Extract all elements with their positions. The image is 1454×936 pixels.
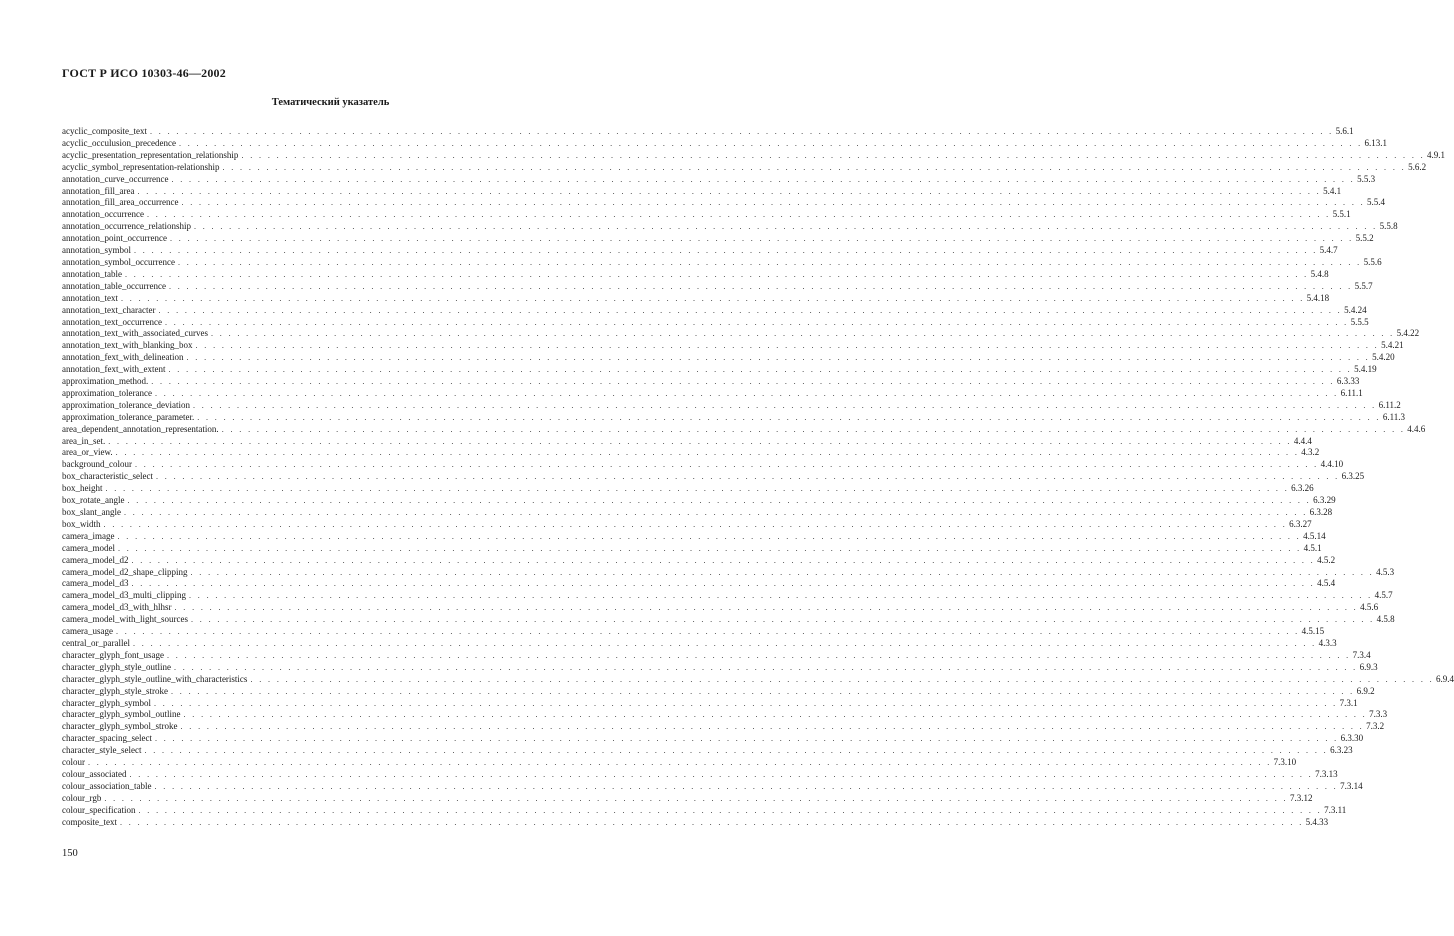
index-list: [62, 126, 1454, 828]
index-term: annotation_text_with_blanking_box: [62, 340, 193, 351]
index-entry: [62, 256, 1382, 269]
dot-leader: . . . . . . . . . . . . . . . . . . . . . . . . . . . . . . . . . . . . . . . . . . . . . . . . . . . . . . . . . . . . . . . . . . . . . . . . . . . . . . . . . . . . . . . . . . . . . . . . . . . . . . . . . . . . . . . . . . . . . . . . . . . . . . . . . . . . . . .: [250, 674, 1435, 684]
index-entry: [62, 387, 1363, 400]
index-term: character_glyph_style_outline_with_characteristics: [62, 673, 248, 684]
index-ref: 4.4.4: [1293, 435, 1312, 446]
index-entry: [62, 149, 1446, 162]
index-ref: 5.4.20: [1372, 352, 1395, 363]
index-term: colour: [62, 757, 85, 768]
index-term: camera_model_d3: [62, 578, 129, 589]
dot-leader: . . . . . . . . . . . . . . . . . . . . . . . . . . . . . . . . . . . . . . . . . . . . . . . . . . . . . . . . . . . . . . . . . . . . . . . . . . . . . . . . . . . . . . . . . . . . . . . . . . . . . . . . . . . . . . . . . . . . . . . . . . . . . . . . . . . . . . .: [149, 127, 1334, 136]
index-entry: [62, 459, 1344, 471]
index-term: annotation_symbol_occurrence: [62, 256, 175, 267]
index-ref: 5.4.22: [1396, 328, 1420, 339]
index-entry: [62, 197, 1386, 209]
index-ref: 4.5.4: [1317, 578, 1336, 589]
index-ref: 7.3.3: [1369, 709, 1388, 720]
index-term: camera_model: [62, 542, 115, 553]
dot-leader: . . . . . . . . . . . . . . . . . . . . . . . . . . . . . . . . . . . . . . . . . . . . . . . . . . . . . . . . . . . . . . . . . . . . . . . . . . . . . . . . . . . . . . . . . . . . . . . . . . . . . . . . . . . . . . . . . . . . . . . . . . . . . . . . . . . . . . .: [169, 234, 1354, 244]
dot-leader: . . . . . . . . . . . . . . . . . . . . . . . . . . . . . . . . . . . . . . . . . . . . . . . . . . . . . . . . . . . . . . . . . . . . . . . . . . . . . . . . . . . . . . . . . . . . . . . . . . . . . . . . . . . . . . . . . . . . . . . . . . . . . . . . . . . . . . .: [178, 138, 1363, 148]
index-entry: [62, 507, 1333, 519]
index-ref: 5.5.2: [1355, 233, 1374, 244]
index-entry: [62, 733, 1364, 745]
dot-leader: . . . . . . . . . . . . . . . . . . . . . . . . . . . . . . . . . . . . . . . . . . . . . . . . . . . . . . . . . . . . . . . . . . . . . . . . . . . . . . . . . . . . . . . . . . . . . . . . . . . . . . . . . . . . . . . . . . . . . . . . . . . . . . . . . . . . . . .: [124, 269, 1309, 279]
dot-leader: . . . . . . . . . . . . . . . . . . . . . . . . . . . . . . . . . . . . . . . . . . . . . . . . . . . . . . . . . . . . . . . . . . . . . . . . . . . . . . . . . . . . . . . . . . . . . . . . . . . . . . . . . . . . . . . . . . . . . . . . . . . . . . . . . . . . . . .: [138, 805, 1323, 815]
dot-leader: . . . . . . . . . . . . . . . . . . . . . . . . . . . . . . . . . . . . . . . . . . . . . . . . . . . . . . . . . . . . . . . . . . . . . . . . . . . . . . . . . . . . . . . . . . . . . . . . . . . . . . . . . . . . . . . . . . . . . . . . . . . . . . . . . . . . . . .: [168, 365, 1353, 375]
index-term: annotation_fill_area_occurrence: [62, 197, 179, 208]
index-entry: [62, 626, 1325, 638]
index-ref: 6.3.23: [1330, 745, 1353, 756]
dot-leader: . . . . . . . . . . . . . . . . . . . . . . . . . . . . . . . . . . . . . . . . . . . . . . . . . . . . . . . . . . . . . . . . . . . . . . . . . . . . . . . . . . . . . . . . . . . . . . . . . . . . . . . . . . . . . . . . . . . . . . . . . . . . . . . . . . . . . . .: [154, 734, 1339, 744]
index-term: acyclic_occulusion_precedence: [62, 137, 176, 148]
index-ref: 6.9.4: [1436, 673, 1454, 684]
dot-leader: . . . . . . . . . . . . . . . . . . . . . . . . . . . . . . . . . . . . . . . . . . . . . . . . . . . . . . . . . . . . . . . . . . . . . . . . . . . . . . . . . . . . . . . . . . . . . . . . . . . . . . . . . . . . . . . . . . . . . . . . . . . . . . . . . . . . . . .: [153, 698, 1338, 708]
index-entry: [62, 399, 1401, 412]
index-entry: [62, 411, 1405, 424]
index-entry: [62, 518, 1312, 531]
index-entry: [62, 709, 1388, 721]
index-term: annotation_point_occurrence: [62, 233, 167, 244]
index-entry: [62, 542, 1322, 555]
index-entry: [62, 590, 1393, 602]
index-entry: [62, 804, 1347, 817]
index-term: colour_associated: [62, 768, 127, 779]
index-ref: 4.5.8: [1376, 614, 1395, 625]
index-term: camera_usage: [62, 626, 113, 637]
index-ref: 4.5.14: [1303, 530, 1326, 541]
index-term: box_characteristic_select: [62, 471, 153, 482]
index-entry: [62, 816, 1329, 829]
index-entry: [62, 185, 1342, 198]
index-ref: 6.11.3: [1382, 411, 1405, 422]
dot-leader: . . . . . . . . . . . . . . . . . . . . . . . . . . . . . . . . . . . . . . . . . . . . . . . . . . . . . . . . . . . . . . . . . . . . . . . . . . . . . . . . . . . . . . . . . . . . . . . . . . . . . . . . . . . . . . . . . . . . . . . . . . . . . . . . . . . . . . .: [127, 496, 1312, 506]
index-ref: 7.3.13: [1315, 768, 1338, 779]
index-ref: 5.4.1: [1323, 185, 1342, 196]
index-term: camera_image: [62, 530, 115, 541]
index-term: box_width: [62, 518, 101, 529]
dot-leader: . . . . . . . . . . . . . . . . . . . . . . . . . . . . . . . . . . . . . . . . . . . . . . . . . . . . . . . . . . . . . . . . . . . . . . . . . . . . . . . . . . . . . . . . . . . . . . . . . . . . . . . . . . . . . . . . . . . . . . . . . . . . . . . . . . . . . . .: [154, 388, 1339, 398]
dot-leader: . . . . . . . . . . . . . . . . . . . . . . . . . . . . . . . . . . . . . . . . . . . . . . . . . . . . . . . . . . . . . . . . . . . . . . . . . . . . . . . . . . . . . . . . . . . . . . . . . . . . . . . . . . . . . . . . . . . . . . . . . . . . . . . . . . . . . . .: [177, 257, 1362, 267]
page-number: 150: [62, 848, 78, 859]
index-term: box_height: [62, 483, 103, 494]
index-entry: [62, 483, 1314, 495]
dot-leader: . . . . . . . . . . . . . . . . . . . . . . . . . . . . . . . . . . . . . . . . . . . . . . . . . . . . . . . . . . . . . . . . . . . . . . . . . . . . . . . . . . . . . . . . . . . . . . . . . . . . . . . . . . . . . . . . . . . . . . . . . . . . . . . . . . . . . . .: [151, 377, 1335, 387]
dot-leader: . . . . . . . . . . . . . . . . . . . . . . . . . . . . . . . . . . . . . . . . . . . . . . . . . . . . . . . . . . . . . . . . . . . . . . . . . . . . . . . . . . . . . . . . . . . . . . . . . . . . . . . . . . . . . . . . . . . . . . . . . . . . . . . . . . . . . . .: [170, 686, 1355, 696]
dot-leader: . . . . . . . . . . . . . . . . . . . . . . . . . . . . . . . . . . . . . . . . . . . . . . . . . . . . . . . . . . . . . . . . . . . . . . . . . . . . . . . . . . . . . . . . . . . . . . . . . . . . . . . . . . . . . . . . . . . . . . . . . . . . . . . . . . . . . . .: [121, 293, 1305, 303]
index-ref: 5.4.21: [1381, 340, 1404, 351]
index-ref: 7.3.12: [1289, 792, 1313, 803]
dot-leader: . . . . . . . . . . . . . . . . . . . . . . . . . . . . . . . . . . . . . . . . . . . . . . . . . . . . . . . . . . . . . . . . . . . . . . . . . . . . . . . . . . . . . . . . . . . . . . . . . . . . . . . . . . . . . . . . . . . . . . . . . . . . . . . . . . . . . . .: [129, 769, 1314, 779]
index-term: character_glyph_symbol: [62, 697, 151, 708]
index-term: character_style_select: [62, 745, 142, 756]
index-entry: [62, 364, 1377, 376]
index-term: annotation_curve_occurrence: [62, 173, 169, 184]
dot-leader: . . . . . . . . . . . . . . . . . . . . . . . . . . . . . . . . . . . . . . . . . . . . . . . . . . . . . . . . . . . . . . . . . . . . . . . . . . . . . . . . . . . . . . . . . . . . . . . . . . . . . . . . . . . . . . . . . . . . . . . . . . . . . . . . . . . . . . .: [131, 579, 1316, 589]
dot-leader: . . . . . . . . . . . . . . . . . . . . . . . . . . . . . . . . . . . . . . . . . . . . . . . . . . . . . . . . . . . . . . . . . . . . . . . . . . . . . . . . . . . . . . . . . . . . . . . . . . . . . . . . . . . . . . . . . . . . . . . . . . . . . . . . . . . . . . .: [193, 222, 1378, 232]
dot-leader: . . . . . . . . . . . . . . . . . . . . . . . . . . . . . . . . . . . . . . . . . . . . . . . . . . . . . . . . . . . . . . . . . . . . . . . . . . . . . . . . . . . . . . . . . . . . . . . . . . . . . . . . . . . . . . . . . . . . . . . . . . . . . . . . . . . . . . .: [155, 472, 1340, 482]
dot-leader: . . . . . . . . . . . . . . . . . . . . . . . . . . . . . . . . . . . . . . . . . . . . . . . . . . . . . . . . . . . . . . . . . . . . . . . . . . . . . . . . . . . . . . . . . . . . . . . . . . . . . . . . . . . . . . . . . . . . . . . . . . . . . . . . . . . . . . .: [192, 400, 1377, 410]
dot-leader: . . . . . . . . . . . . . . . . . . . . . . . . . . . . . . . . . . . . . . . . . . . . . . . . . . . . . . . . . . . . . . . . . . . . . . . . . . . . . . . . . . . . . . . . . . . . . . . . . . . . . . . . . . . . . . . . . . . . . . . . . . . . . . . . . . . . . . .: [190, 567, 1375, 577]
index-ref: 5.4.24: [1344, 304, 1367, 315]
dot-leader: . . . . . . . . . . . . . . . . . . . . . . . . . . . . . . . . . . . . . . . . . . . . . . . . . . . . . . . . . . . . . . . . . . . . . . . . . . . . . . . . . . . . . . . . . . . . . . . . . . . . . . . . . . . . . . . . . . . . . . . . . . . . . . . . . . . . . . .: [174, 603, 1359, 613]
index-ref: 7.3.10: [1273, 757, 1297, 768]
dot-leader: . . . . . . . . . . . . . . . . . . . . . . . . . . . . . . . . . . . . . . . . . . . . . . . . . . . . . . . . . . . . . . . . . . . . . . . . . . . . . . . . . . . . . . . . . . . . . . . . . . . . . . . . . . . . . . . . . . . . . . . . . . . . . . . . . . . . . . .: [158, 305, 1343, 315]
dot-leader: . . . . . . . . . . . . . . . . . . . . . . . . . . . . . . . . . . . . . . . . . . . . . . . . . . . . . . . . . . . . . . . . . . . . . . . . . . . . . . . . . . . . . . . . . . . . . . . . . . . . . . . . . . . . . . . . . . . . . . . . . . . . . . . . . . . . . . .: [173, 662, 1358, 672]
index-entry: [62, 471, 1365, 483]
index-term: acyclic_symbol_representation-relationship: [62, 161, 220, 172]
index-entry: [62, 340, 1404, 352]
index-ref: 5.4.7: [1319, 245, 1338, 256]
dot-leader: . . . . . . . . . . . . . . . . . . . . . . . . . . . . . . . . . . . . . . . . . . . . . . . . . . . . . . . . . . . . . . . . . . . . . . . . . . . . . . . . . . . . . . . . . . . . . . . . . . . . . . . . . . . . . . . . . . . . . . . . . . . . . . . . . . . . . . .: [197, 412, 1381, 422]
index-entry: [62, 245, 1338, 257]
index-ref: 4.9.1: [1427, 149, 1446, 160]
dot-leader: . . . . . . . . . . . . . . . . . . . . . . . . . . . . . . . . . . . . . . . . . . . . . . . . . . . . . . . . . . . . . . . . . . . . . . . . . . . . . . . . . . . . . . . . . . . . . . . . . . . . . . . . . . . . . . . . . . . . . . . . . . . . . . . . . . . . . . .: [131, 555, 1316, 565]
index-term: character_glyph_style_outline: [62, 661, 171, 672]
dot-leader: . . . . . . . . . . . . . . . . . . . . . . . . . . . . . . . . . . . . . . . . . . . . . . . . . . . . . . . . . . . . . . . . . . . . . . . . . . . . . . . . . . . . . . . . . . . . . . . . . . . . . . . . . . . . . . . . . . . . . . . . . . . . . . . . . . . . . . .: [221, 424, 1406, 434]
index-ref: 4.4.6: [1407, 423, 1426, 434]
index-term: character_spacing_select: [62, 733, 152, 744]
index-term: character_glyph_style_stroke: [62, 685, 168, 696]
index-term: annotation_occurrence_relationship: [62, 221, 191, 232]
index-term: annotation_text_with_associated_curves: [62, 328, 208, 339]
index-entry: [62, 126, 1354, 138]
dot-leader: . . . . . . . . . . . . . . . . . . . . . . . . . . . . . . . . . . . . . . . . . . . . . . . . . . . . . . . . . . . . . . . . . . . . . . . . . . . . . . . . . . . . . . . . . . . . . . . . . . . . . . . . . . . . . . . . . . . . . . . . . . . . . . . . . . . . . . .: [132, 638, 1317, 648]
index-ref: 6.11.2: [1378, 399, 1401, 410]
index-entry: [62, 530, 1326, 543]
index-entry: [62, 578, 1336, 590]
index-term: character_glyph_symbol_stroke: [62, 721, 178, 732]
index-ref: 6.3.33: [1336, 376, 1360, 387]
index-term: annotation_text_character: [62, 304, 156, 315]
index-term: composite_text: [62, 816, 117, 827]
index-entry: [62, 566, 1395, 579]
dot-leader: . . . . . . . . . . . . . . . . . . . . . . . . . . . . . . . . . . . . . . . . . . . . . . . . . . . . . . . . . . . . . . . . . . . . . . . . . . . . . . . . . . . . . . . . . . . . . . . . . . . . . . . . . . . . . . . . . . . . . . . . . . . . . . . . . . . . . . .: [103, 519, 1288, 529]
index-term: box_slant_angle: [62, 507, 121, 517]
index-term: annotation_fill_area: [62, 185, 135, 196]
index-ref: 7.3.11: [1324, 804, 1347, 815]
index-ref: 5.5.4: [1367, 197, 1386, 208]
index-entry: [62, 233, 1374, 245]
index-entry: [62, 495, 1336, 507]
dot-leader: . . . . . . . . . . . . . . . . . . . . . . . . . . . . . . . . . . . . . . . . . . . . . . . . . . . . . . . . . . . . . . . . . . . . . . . . . . . . . . . . . . . . . . . . . . . . . . . . . . . . . . . . . . . . . . . . . . . . . . . . . . . . . . . . . . . . . . .: [146, 210, 1331, 220]
index-ref: 6.9.3: [1359, 661, 1378, 672]
index-ref: 4.5.3: [1376, 566, 1395, 577]
index-ref: 4.5.1: [1303, 542, 1322, 553]
page-header: ГОСТ Р ИСО 10303-46—2002: [62, 66, 226, 80]
index-term: area_dependent_annotation_representation.: [62, 423, 219, 434]
dot-leader: . . . . . . . . . . . . . . . . . . . . . . . . . . . . . . . . . . . . . . . . . . . . . . . . . . . . . . . . . . . . . . . . . . . . . . . . . . . . . . . . . . . . . . . . . . . . . . . . . . . . . . . . . . . . . . . . . . . . . . . . . . . . . . . . . . . . . . .: [222, 162, 1407, 172]
dot-leader: . . . . . . . . . . . . . . . . . . . . . . . . . . . . . . . . . . . . . . . . . . . . . . . . . . . . . . . . . . . . . . . . . . . . . . . . . . . . . . . . . . . . . . . . . . . . . . . . . . . . . . . . . . . . . . . . . . . . . . . . . . . . . . . . . . . . . . .: [168, 281, 1353, 291]
index-ref: 7.3.4: [1352, 649, 1371, 660]
index-term: camera_model_d2: [62, 554, 129, 565]
index-ref: 4.5.15: [1301, 626, 1325, 637]
index-ref: 6.3.30: [1340, 733, 1364, 744]
index-ref: 5.5.5: [1350, 316, 1369, 327]
index-term: annotation_fext_with_extent: [62, 364, 166, 375]
index-entry: [62, 292, 1330, 305]
index-ref: 4.3.3: [1318, 637, 1337, 648]
index-ref: 6.3.29: [1313, 495, 1336, 506]
index-entry: [62, 661, 1378, 674]
index-entry: [62, 435, 1312, 448]
index-term: acyclic_presentation_representation_relationship: [62, 149, 239, 160]
index-entry: [62, 304, 1367, 317]
dot-leader: . . . . . . . . . . . . . . . . . . . . . . . . . . . . . . . . . . . . . . . . . . . . . . . . . . . . . . . . . . . . . . . . . . . . . . . . . . . . . . . . . . . . . . . . . . . . . . . . . . . . . . . . . . . . . . . . . . . . . . . . . . . . . . . . . . . . . . .: [88, 758, 1272, 768]
index-term: annotation_fext_with_delineation: [62, 352, 184, 363]
dot-leader: . . . . . . . . . . . . . . . . . . . . . . . . . . . . . . . . . . . . . . . . . . . . . . . . . . . . . . . . . . . . . . . . . . . . . . . . . . . . . . . . . . . . . . . . . . . . . . . . . . . . . . . . . . . . . . . . . . . . . . . . . . . . . . . . . . . . . . .: [108, 436, 1292, 446]
index-term: box_rotate_angle: [62, 495, 125, 506]
index-term: approximation_tolerance: [62, 387, 152, 398]
index-ref: 6.13.1: [1364, 137, 1388, 148]
index-entry: [62, 423, 1426, 436]
index-ref: 4.5.7: [1374, 590, 1393, 601]
dot-leader: . . . . . . . . . . . . . . . . . . . . . . . . . . . . . . . . . . . . . . . . . . . . . . . . . . . . . . . . . . . . . . . . . . . . . . . . . . . . . . . . . . . . . . . . . . . . . . . . . . . . . . . . . . . . . . . . . . . . . . . . . . . . . . . . . . . . . . .: [164, 317, 1349, 327]
index-ref: 5.5.6: [1363, 256, 1382, 267]
dot-leader: . . . . . . . . . . . . . . . . . . . . . . . . . . . . . . . . . . . . . . . . . . . . . . . . . . . . . . . . . . . . . . . . . . . . . . . . . . . . . . . . . . . . . . . . . . . . . . . . . . . . . . . . . . . . . . . . . . . . . . . . . . . . . . . . . . . . . . .: [241, 150, 1426, 160]
index-term: approximation_method.: [62, 376, 149, 387]
dot-leader: . . . . . . . . . . . . . . . . . . . . . . . . . . . . . . . . . . . . . . . . . . . . . . . . . . . . . . . . . . . . . . . . . . . . . . . . . . . . . . . . . . . . . . . . . . . . . . . . . . . . . . . . . . . . . . . . . . . . . . . . . . . . . . . . . . . . . . .: [124, 508, 1308, 517]
index-term: colour_association_table: [62, 780, 152, 791]
index-ref: 6.3.28: [1309, 507, 1333, 517]
index-term: annotation_table: [62, 268, 122, 279]
index-ref: 6.9.2: [1356, 685, 1375, 696]
index-term: colour_specification: [62, 804, 136, 815]
index-term: central_or_parallel: [62, 637, 130, 648]
index-ref: 5.5.7: [1354, 280, 1373, 291]
index-entry: [62, 768, 1338, 781]
index-ref: 7.3.1: [1339, 697, 1358, 708]
index-entry: [62, 161, 1427, 174]
index-ref: 4.5.6: [1360, 602, 1379, 613]
index-ref: 5.6.2: [1408, 161, 1427, 172]
index-entry: [62, 673, 1454, 686]
index-ref: 5.4.8: [1310, 268, 1329, 279]
index-entry: [62, 268, 1329, 281]
index-entry: [62, 649, 1371, 662]
index-entry: [62, 614, 1395, 626]
dot-leader: . . . . . . . . . . . . . . . . . . . . . . . . . . . . . . . . . . . . . . . . . . . . . . . . . . . . . . . . . . . . . . . . . . . . . . . . . . . . . . . . . . . . . . . . . . . . . . . . . . . . . . . . . . . . . . . . . . . . . . . . . . . . . . . . . . . . . . .: [186, 353, 1371, 363]
index-entry: [62, 685, 1375, 698]
index-ref: 6.3.27: [1289, 518, 1312, 529]
index-ref: 5.5.8: [1379, 221, 1398, 232]
dot-leader: . . . . . . . . . . . . . . . . . . . . . . . . . . . . . . . . . . . . . . . . . . . . . . . . . . . . . . . . . . . . . . . . . . . . . . . . . . . . . . . . . . . . . . . . . . . . . . . . . . . . . . . . . . . . . . . . . . . . . . . . . . . . . . . . . . . . . . .: [171, 174, 1356, 184]
dot-leader: . . . . . . . . . . . . . . . . . . . . . . . . . . . . . . . . . . . . . . . . . . . . . . . . . . . . . . . . . . . . . . . . . . . . . . . . . . . . . . . . . . . . . . . . . . . . . . . . . . . . . . . . . . . . . . . . . . . . . . . . . . . . . . . . . . . . . . .: [120, 817, 1304, 827]
index-ref: 6.3.26: [1291, 483, 1314, 494]
index-ref: 5.4.33: [1305, 816, 1329, 827]
index-term: annotation_text: [62, 292, 118, 303]
index-term: character_glyph_font_usage: [62, 649, 164, 660]
index-entry: [62, 447, 1320, 459]
index-term: character_glyph_symbol_outline: [62, 709, 181, 720]
dot-leader: . . . . . . . . . . . . . . . . . . . . . . . . . . . . . . . . . . . . . . . . . . . . . . . . . . . . . . . . . . . . . . . . . . . . . . . . . . . . . . . . . . . . . . . . . . . . . . . . . . . . . . . . . . . . . . . . . . . . . . . . . . . . . . . . . . . . . . .: [195, 341, 1380, 351]
index-entry: [62, 554, 1336, 567]
index-ref: 5.4.18: [1306, 292, 1330, 303]
index-entry: [62, 137, 1388, 150]
index-term: area_or_view.: [62, 447, 113, 458]
index-entry: [62, 721, 1385, 733]
dot-leader: . . . . . . . . . . . . . . . . . . . . . . . . . . . . . . . . . . . . . . . . . . . . . . . . . . . . . . . . . . . . . . . . . . . . . . . . . . . . . . . . . . . . . . . . . . . . . . . . . . . . . . . . . . . . . . . . . . . . . . . . . . . . . . . . . . . . . . .: [188, 591, 1373, 601]
index-ref: 6.3.25: [1341, 471, 1365, 482]
dot-leader: . . . . . . . . . . . . . . . . . . . . . . . . . . . . . . . . . . . . . . . . . . . . . . . . . . . . . . . . . . . . . . . . . . . . . . . . . . . . . . . . . . . . . . . . . . . . . . . . . . . . . . . . . . . . . . . . . . . . . . . . . . . . . . . . . . . . . . .: [117, 531, 1302, 541]
index-ref: 5.5.3: [1357, 173, 1376, 184]
index-term: annotation_occurrence: [62, 209, 144, 220]
index-title: Тематический указатель: [271, 97, 390, 108]
dot-leader: . . . . . . . . . . . . . . . . . . . . . . . . . . . . . . . . . . . . . . . . . . . . . . . . . . . . . . . . . . . . . . . . . . . . . . . . . . . . . . . . . . . . . . . . . . . . . . . . . . . . . . . . . . . . . . . . . . . . . . . . . . . . . . . . . . . . . . .: [105, 484, 1290, 494]
index-entry: [62, 221, 1398, 233]
index-term: annotation_table_occurrence: [62, 280, 166, 291]
dot-leader: . . . . . . . . . . . . . . . . . . . . . . . . . . . . . . . . . . . . . . . . . . . . . . . . . . . . . . . . . . . . . . . . . . . . . . . . . . . . . . . . . . . . . . . . . . . . . . . . . . . . . . . . . . . . . . . . . . . . . . . . . . . . . . . . . . . . . . .: [134, 246, 1318, 256]
index-entry: [62, 757, 1297, 769]
dot-leader: . . . . . . . . . . . . . . . . . . . . . . . . . . . . . . . . . . . . . . . . . . . . . . . . . . . . . . . . . . . . . . . . . . . . . . . . . . . . . . . . . . . . . . . . . . . . . . . . . . . . . . . . . . . . . . . . . . . . . . . . . . . . . . . . . . . . . . .: [166, 650, 1351, 660]
dot-leader: . . . . . . . . . . . . . . . . . . . . . . . . . . . . . . . . . . . . . . . . . . . . . . . . . . . . . . . . . . . . . . . . . . . . . . . . . . . . . . . . . . . . . . . . . . . . . . . . . . . . . . . . . . . . . . . . . . . . . . . . . . . . . . . . . . . . . . .: [117, 543, 1302, 553]
index-entry: [62, 328, 1420, 340]
index-ref: 6.11.1: [1340, 387, 1363, 398]
index-term: annotation_symbol: [62, 245, 131, 256]
index-ref: 5.6.1: [1335, 126, 1354, 136]
index-entry: [62, 209, 1351, 221]
index-entry: [62, 173, 1376, 186]
index-entry: [62, 792, 1313, 805]
dot-leader: . . . . . . . . . . . . . . . . . . . . . . . . . . . . . . . . . . . . . . . . . . . . . . . . . . . . . . . . . . . . . . . . . . . . . . . . . . . . . . . . . . . . . . . . . . . . . . . . . . . . . . . . . . . . . . . . . . . . . . . . . . . . . . . . . . . . . . .: [104, 793, 1288, 803]
index-term: annotation_text_occurrence: [62, 316, 162, 327]
index-ref: 4.5.2: [1317, 554, 1336, 565]
index-ref: 5.4.19: [1354, 364, 1377, 375]
dot-leader: . . . . . . . . . . . . . . . . . . . . . . . . . . . . . . . . . . . . . . . . . . . . . . . . . . . . . . . . . . . . . . . . . . . . . . . . . . . . . . . . . . . . . . . . . . . . . . . . . . . . . . . . . . . . . . . . . . . . . . . . . . . . . . . . . . . . . . .: [137, 186, 1322, 196]
index-ref: 4.3.2: [1301, 447, 1320, 458]
index-ref: 5.5.1: [1332, 209, 1351, 220]
index-term: colour_rgb: [62, 792, 102, 803]
index-entry: [62, 316, 1369, 329]
index-term: area_in_set.: [62, 435, 106, 446]
index-term: approximation_tolerance_parameter.: [62, 411, 195, 422]
index-term: camera_model_d3_multi_clipping: [62, 590, 186, 601]
index-entry: [62, 637, 1337, 650]
index-entry: [62, 602, 1379, 614]
index-entry: [62, 280, 1373, 293]
dot-leader: . . . . . . . . . . . . . . . . . . . . . . . . . . . . . . . . . . . . . . . . . . . . . . . . . . . . . . . . . . . . . . . . . . . . . . . . . . . . . . . . . . . . . . . . . . . . . . . . . . . . . . . . . . . . . . . . . . . . . . . . . . . . . . . . . . . . . . .: [181, 198, 1366, 208]
dot-leader: . . . . . . . . . . . . . . . . . . . . . . . . . . . . . . . . . . . . . . . . . . . . . . . . . . . . . . . . . . . . . . . . . . . . . . . . . . . . . . . . . . . . . . . . . . . . . . . . . . . . . . . . . . . . . . . . . . . . . . . . . . . . . . . . . . . . . . .: [115, 627, 1300, 637]
index-entry: [62, 352, 1395, 364]
dot-leader: . . . . . . . . . . . . . . . . . . . . . . . . . . . . . . . . . . . . . . . . . . . . . . . . . . . . . . . . . . . . . . . . . . . . . . . . . . . . . . . . . . . . . . . . . . . . . . . . . . . . . . . . . . . . . . . . . . . . . . . . . . . . . . . . . . . . . . .: [190, 615, 1375, 625]
index-entry: [62, 745, 1353, 757]
index-entry: [62, 697, 1358, 710]
index-entry: [62, 376, 1360, 388]
dot-leader: . . . . . . . . . . . . . . . . . . . . . . . . . . . . . . . . . . . . . . . . . . . . . . . . . . . . . . . . . . . . . . . . . . . . . . . . . . . . . . . . . . . . . . . . . . . . . . . . . . . . . . . . . . . . . . . . . . . . . . . . . . . . . . . . . . . . . . .: [183, 710, 1368, 720]
index-ref: 4.4.10: [1320, 459, 1344, 470]
index-ref: 7.3.2: [1366, 721, 1385, 732]
dot-leader: . . . . . . . . . . . . . . . . . . . . . . . . . . . . . . . . . . . . . . . . . . . . . . . . . . . . . . . . . . . . . . . . . . . . . . . . . . . . . . . . . . . . . . . . . . . . . . . . . . . . . . . . . . . . . . . . . . . . . . . . . . . . . . . . . . . . . . .: [134, 460, 1319, 470]
index-term: background_colour: [62, 459, 132, 470]
dot-leader: . . . . . . . . . . . . . . . . . . . . . . . . . . . . . . . . . . . . . . . . . . . . . . . . . . . . . . . . . . . . . . . . . . . . . . . . . . . . . . . . . . . . . . . . . . . . . . . . . . . . . . . . . . . . . . . . . . . . . . . . . . . . . . . . . . . . . . .: [210, 329, 1395, 339]
dot-leader: . . . . . . . . . . . . . . . . . . . . . . . . . . . . . . . . . . . . . . . . . . . . . . . . . . . . . . . . . . . . . . . . . . . . . . . . . . . . . . . . . . . . . . . . . . . . . . . . . . . . . . . . . . . . . . . . . . . . . . . . . . . . . . . . . . . . . . .: [115, 448, 1300, 458]
dot-leader: . . . . . . . . . . . . . . . . . . . . . . . . . . . . . . . . . . . . . . . . . . . . . . . . . . . . . . . . . . . . . . . . . . . . . . . . . . . . . . . . . . . . . . . . . . . . . . . . . . . . . . . . . . . . . . . . . . . . . . . . . . . . . . . . . . . . . . .: [180, 722, 1365, 732]
index-term: camera_model_with_light_sources: [62, 614, 188, 625]
dot-leader: . . . . . . . . . . . . . . . . . . . . . . . . . . . . . . . . . . . . . . . . . . . . . . . . . . . . . . . . . . . . . . . . . . . . . . . . . . . . . . . . . . . . . . . . . . . . . . . . . . . . . . . . . . . . . . . . . . . . . . . . . . . . . . . . . . . . . . .: [144, 746, 1329, 756]
index-term: acyclic_composite_text: [62, 126, 147, 136]
index-ref: 7.3.14: [1340, 780, 1363, 791]
index-entry: [62, 780, 1363, 793]
index-term: approximation_tolerance_deviation: [62, 399, 190, 410]
index-term: camera_model_d3_with_hlhsr: [62, 602, 172, 613]
dot-leader: . . . . . . . . . . . . . . . . . . . . . . . . . . . . . . . . . . . . . . . . . . . . . . . . . . . . . . . . . . . . . . . . . . . . . . . . . . . . . . . . . . . . . . . . . . . . . . . . . . . . . . . . . . . . . . . . . . . . . . . . . . . . . . . . . . . . . . .: [154, 781, 1339, 791]
index-term: camera_model_d2_shape_clipping: [62, 566, 188, 577]
